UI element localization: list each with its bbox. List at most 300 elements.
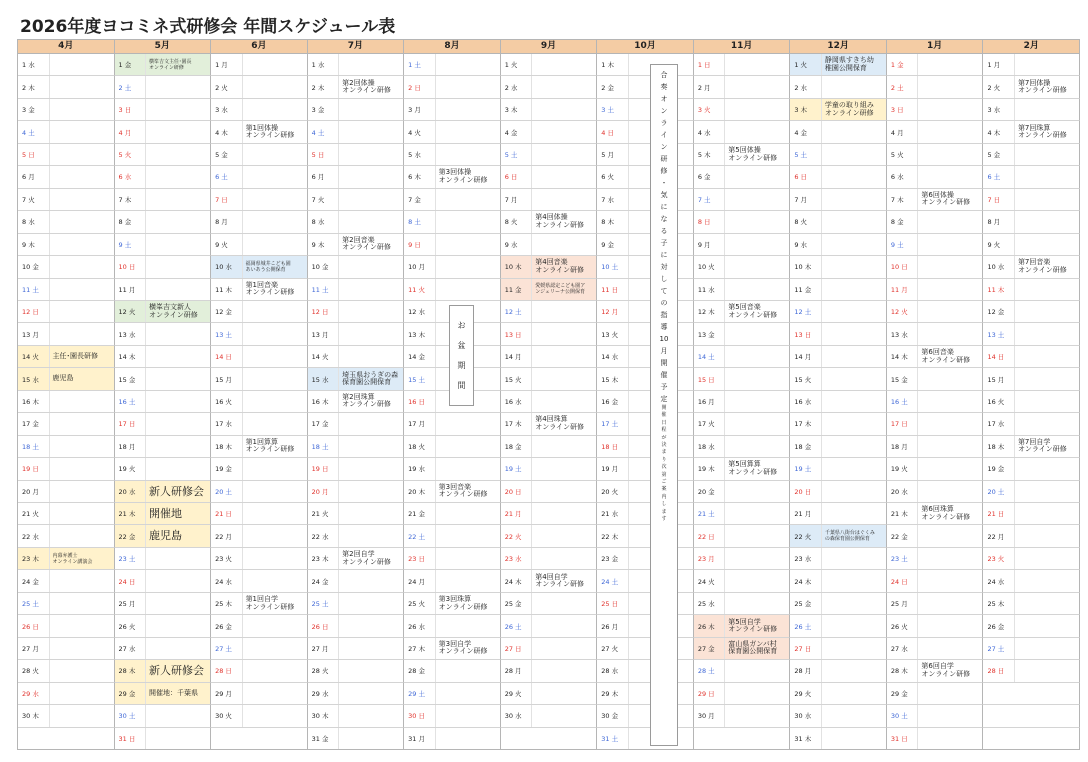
day-cell (404, 683, 501, 705)
day-label: 15 日 (694, 368, 726, 389)
event-label: 横峯吉文主任･園長 オンライン研修 (149, 58, 192, 71)
day-cell (115, 570, 212, 592)
day-cell (694, 503, 791, 525)
day-cell (597, 54, 694, 76)
month-header: 2月 (983, 40, 1080, 54)
day-label: 1 火 (790, 54, 822, 75)
event-label: 第1回音楽 オンライン研修 (245, 280, 295, 297)
day-label: 20 金 (694, 481, 726, 502)
day-label: 23 木 (308, 548, 340, 569)
day-cell (404, 503, 501, 525)
day-cell (501, 234, 598, 256)
day-label: 11 月 (887, 279, 919, 300)
day-cell (694, 279, 791, 301)
event-label: 愛媛県認定こども園ア ンジェリーナ公開保育 (535, 283, 586, 296)
day-cell (983, 615, 1080, 637)
october-subnote-char: 日 (661, 419, 667, 426)
day-label: 28 木 (887, 660, 919, 681)
day-cell (694, 615, 791, 637)
day-cell (983, 436, 1080, 458)
day-label: 12 木 (694, 301, 726, 322)
event-label: 第1回体操 オンライン研修 (245, 123, 295, 140)
day-cell (404, 413, 501, 435)
event-label: 第5回体操 オンライン研修 (728, 146, 778, 162)
day-label: 1 月 (983, 54, 1015, 75)
day-cell (501, 211, 598, 233)
event-label: 静岡県すきち幼 稚園公開保育 (824, 56, 874, 72)
day-cell (597, 368, 694, 390)
day-label: 26 日 (308, 615, 340, 636)
day-cell (597, 301, 694, 323)
day-label: 6 土 (983, 166, 1015, 187)
day-label: 3 土 (597, 99, 629, 120)
day-label: 22 月 (983, 525, 1015, 546)
day-cell (404, 436, 501, 458)
day-cell (404, 458, 501, 480)
day-cell (211, 301, 308, 323)
day-cell (983, 728, 1080, 750)
day-cell (18, 256, 115, 278)
day-cell (694, 525, 791, 547)
day-label: 19 水 (404, 458, 436, 479)
day-cell (211, 211, 308, 233)
day-cell (18, 323, 115, 345)
day-cell (790, 99, 887, 121)
october-note-char: 10 (659, 335, 669, 343)
event-label: 新人研修会 (149, 484, 205, 498)
day-label: 18 土 (18, 436, 50, 457)
day-cell (211, 391, 308, 413)
day-cell (694, 368, 791, 390)
day-cell (597, 166, 694, 188)
october-note-char: 奏 (660, 83, 668, 91)
october-note-char: 月 (660, 347, 668, 355)
day-label: 10 土 (597, 256, 629, 277)
day-cell (115, 638, 212, 660)
october-note-char: 対 (660, 263, 668, 271)
day-cell (115, 481, 212, 503)
month-header: 1月 (887, 40, 984, 54)
day-label: 17 水 (983, 413, 1015, 434)
day-cell (887, 121, 984, 143)
day-cell (115, 368, 212, 390)
day-label: 17 月 (404, 413, 436, 434)
event-label: 第5回音楽 オンライン研修 (728, 303, 778, 319)
month-header: 7月 (308, 40, 405, 54)
day-label: 31 土 (597, 728, 629, 749)
day-cell (211, 503, 308, 525)
day-label: 9 水 (501, 234, 533, 255)
day-cell (983, 189, 1080, 211)
day-cell (308, 525, 405, 547)
day-label: 2 日 (404, 76, 436, 97)
day-label: 3 水 (983, 99, 1015, 120)
day-cell (18, 593, 115, 615)
day-cell (18, 525, 115, 547)
day-label: 28 金 (404, 660, 436, 681)
day-label: 18 日 (597, 436, 629, 457)
day-label: 2 火 (211, 76, 243, 97)
event-label: 新人研修会 (149, 664, 205, 678)
day-label: 11 土 (18, 279, 50, 300)
day-cell (694, 166, 791, 188)
day-label: 18 木 (211, 436, 243, 457)
day-cell (790, 593, 887, 615)
day-cell (18, 279, 115, 301)
day-label: 27 土 (983, 638, 1015, 659)
event-label: 鹿児島 (149, 529, 183, 543)
day-cell (887, 211, 984, 233)
day-cell (694, 121, 791, 143)
day-cell (211, 166, 308, 188)
day-cell (308, 323, 405, 345)
day-label: 26 月 (597, 615, 629, 636)
day-cell (211, 189, 308, 211)
day-label: 24 木 (790, 570, 822, 591)
day-label: 14 月 (501, 346, 533, 367)
day-label: 2 土 (115, 76, 147, 97)
day-label: 23 木 (18, 548, 50, 569)
day-label: 21 金 (404, 503, 436, 524)
day-cell (115, 525, 212, 547)
day-label: 13 金 (694, 323, 726, 344)
day-cell (211, 234, 308, 256)
day-label: 8 火 (501, 211, 533, 232)
day-label: 24 水 (983, 570, 1015, 591)
october-note-char: 予 (660, 383, 668, 391)
day-cell (18, 234, 115, 256)
day-cell (501, 503, 598, 525)
day-cell (790, 121, 887, 143)
day-label: 1 水 (18, 54, 50, 75)
day-label: 18 月 (115, 436, 147, 457)
day-cell (211, 54, 308, 76)
day-cell (983, 413, 1080, 435)
day-label: 6 水 (887, 166, 919, 187)
day-label: 16 火 (211, 391, 243, 412)
day-label: 17 日 (115, 413, 147, 434)
day-label: 21 木 (115, 503, 147, 524)
day-cell (404, 99, 501, 121)
day-cell (983, 301, 1080, 323)
day-cell (887, 99, 984, 121)
day-cell (18, 54, 115, 76)
day-cell (211, 481, 308, 503)
day-label: 23 金 (597, 548, 629, 569)
day-label: 5 水 (404, 144, 436, 165)
day-cell (404, 525, 501, 547)
october-note-char: 子 (660, 239, 668, 247)
event-label: 第4回音楽 オンライン研修 (535, 258, 584, 274)
day-label: 25 月 (115, 593, 147, 614)
day-label: 8 月 (211, 211, 243, 232)
day-label: 31 日 (115, 728, 147, 749)
day-cell (501, 525, 598, 547)
day-label: 4 土 (18, 121, 50, 142)
day-label: 8 火 (790, 211, 822, 232)
day-cell (597, 458, 694, 480)
day-label: 16 日 (404, 391, 436, 412)
day-label: 16 金 (597, 391, 629, 412)
day-cell (597, 593, 694, 615)
day-label: 16 水 (790, 391, 822, 412)
day-label: 3 日 (887, 99, 919, 120)
day-label: 25 火 (404, 593, 436, 614)
day-cell (597, 121, 694, 143)
day-cell (694, 301, 791, 323)
day-label: 6 火 (597, 166, 629, 187)
day-label: 12 土 (790, 301, 822, 322)
day-label: 3 木 (501, 99, 533, 120)
october-note-char: ラ (660, 119, 668, 127)
day-label: 21 日 (211, 503, 243, 524)
schedule-grid (17, 39, 1080, 750)
october-subnote-char: ま (661, 508, 667, 515)
month-header: 8月 (404, 40, 501, 54)
october-note-char: 気 (660, 191, 668, 199)
day-cell (501, 458, 598, 480)
day-cell (18, 413, 115, 435)
day-cell (597, 525, 694, 547)
day-label: 24 土 (597, 570, 629, 591)
day-label: 27 金 (694, 638, 726, 659)
day-cell (115, 705, 212, 727)
day-label: 16 土 (887, 391, 919, 412)
day-label: 7 日 (211, 189, 243, 210)
day-label: 26 日 (18, 615, 50, 636)
day-cell (694, 144, 791, 166)
day-label: 21 木 (887, 503, 919, 524)
day-cell (115, 189, 212, 211)
day-cell (211, 458, 308, 480)
october-subnote-char: が (661, 434, 667, 441)
day-label: 23 水 (790, 548, 822, 569)
october-note-char: 開 (660, 359, 668, 367)
day-cell (983, 391, 1080, 413)
day-label: 6 土 (211, 166, 243, 187)
day-label: 13 日 (790, 323, 822, 344)
day-label: 26 土 (790, 615, 822, 636)
day-label: 25 土 (308, 593, 340, 614)
day-cell (887, 189, 984, 211)
day-label: 23 日 (404, 548, 436, 569)
day-cell (18, 391, 115, 413)
day-cell (983, 638, 1080, 660)
day-cell (790, 346, 887, 368)
day-label: 13 月 (308, 323, 340, 344)
event-label: 主任･園長研修 (52, 351, 98, 360)
day-label: 28 木 (115, 660, 147, 681)
day-label: 10 水 (983, 256, 1015, 277)
day-label: 2 火 (983, 76, 1015, 97)
day-label: 10 金 (18, 256, 50, 277)
event-label: 第2回音楽 オンライン研修 (342, 235, 391, 252)
day-cell (115, 121, 212, 143)
day-label: 26 木 (694, 615, 726, 636)
day-cell (597, 413, 694, 435)
day-label: 24 火 (694, 570, 726, 591)
day-cell (18, 346, 115, 368)
day-label: 2 水 (790, 76, 822, 97)
day-label: 22 金 (115, 525, 147, 546)
day-label: 21 月 (790, 503, 822, 524)
day-label: 15 火 (501, 368, 533, 389)
day-label: 30 木 (18, 705, 50, 726)
day-label: 24 金 (18, 570, 50, 591)
day-cell (115, 683, 212, 705)
day-label: 20 水 (115, 481, 147, 502)
day-cell (404, 570, 501, 592)
event-label: 千葉県八街台はぐくみ の森保育園公開保育 (824, 530, 875, 543)
day-label: 15 木 (597, 368, 629, 389)
day-label: 7 火 (18, 189, 50, 210)
day-label: 22 木 (597, 525, 629, 546)
day-label: 17 金 (308, 413, 340, 434)
day-label: 1 木 (597, 54, 629, 75)
day-cell (790, 144, 887, 166)
day-cell (983, 458, 1080, 480)
day-cell (211, 144, 308, 166)
day-label: 24 日 (887, 570, 919, 591)
day-label: 8 月 (983, 211, 1015, 232)
day-cell (694, 256, 791, 278)
day-label: 12 金 (211, 301, 243, 322)
october-note-char: 合 (660, 71, 668, 79)
day-cell (597, 570, 694, 592)
day-cell (983, 705, 1080, 727)
day-cell (18, 548, 115, 570)
day-label: 6 水 (115, 166, 147, 187)
day-cell (887, 54, 984, 76)
day-label: 5 木 (694, 144, 726, 165)
day-cell (211, 683, 308, 705)
day-label: 15 月 (983, 368, 1015, 389)
day-label: 29 月 (211, 683, 243, 704)
day-label: 5 火 (115, 144, 147, 165)
day-label: 30 水 (501, 705, 533, 726)
day-cell (597, 391, 694, 413)
day-label: 17 日 (887, 413, 919, 434)
day-label: 11 土 (308, 279, 340, 300)
day-cell (115, 593, 212, 615)
day-cell (790, 54, 887, 76)
day-cell (694, 189, 791, 211)
day-label: 8 木 (597, 211, 629, 232)
day-label: 4 金 (790, 121, 822, 142)
day-cell (501, 593, 598, 615)
day-label: 12 水 (404, 301, 436, 322)
day-cell (115, 458, 212, 480)
day-cell (790, 391, 887, 413)
day-cell (211, 413, 308, 435)
day-cell (211, 705, 308, 727)
event-label: 第3回珠算 オンライン研修 (438, 595, 488, 611)
day-cell (694, 413, 791, 435)
day-label: 28 火 (18, 660, 50, 681)
day-cell (694, 683, 791, 705)
day-cell (887, 301, 984, 323)
day-label: 3 金 (18, 99, 50, 120)
day-cell (308, 279, 405, 301)
day-label: 3 水 (211, 99, 243, 120)
day-label: 10 月 (404, 256, 436, 277)
day-label: 29 火 (790, 683, 822, 704)
day-cell (887, 166, 984, 188)
day-cell (887, 391, 984, 413)
day-label: 27 月 (308, 638, 340, 659)
event-label: 福岡県城井こども園 あいあう公開保育 (245, 260, 291, 273)
day-label: 15 土 (404, 368, 436, 389)
day-cell (18, 705, 115, 727)
day-cell (597, 279, 694, 301)
day-label: 3 月 (404, 99, 436, 120)
day-cell (597, 683, 694, 705)
day-cell (983, 525, 1080, 547)
day-cell (18, 436, 115, 458)
day-cell (983, 323, 1080, 345)
day-cell (308, 234, 405, 256)
day-cell (308, 76, 405, 98)
day-cell (404, 660, 501, 682)
october-subnote-char: 内 (661, 493, 667, 500)
day-label: 11 木 (983, 279, 1015, 300)
day-label: 5 土 (790, 144, 822, 165)
day-cell (501, 481, 598, 503)
day-cell (308, 593, 405, 615)
day-cell (597, 615, 694, 637)
day-cell (887, 346, 984, 368)
day-label: 5 月 (597, 144, 629, 165)
day-cell (211, 436, 308, 458)
day-label: 14 木 (115, 346, 147, 367)
page-title: 2026年度ヨコミネ式研修会 年間スケジュール表 (20, 17, 396, 37)
event-label: 第2回自学 オンライン研修 (342, 550, 391, 566)
day-cell (308, 391, 405, 413)
october-subnote-char: ご (661, 479, 667, 486)
day-label: 18 月 (887, 436, 919, 457)
day-cell (404, 638, 501, 660)
day-cell (597, 189, 694, 211)
event-label: 第2回珠算 オンライン研修 (342, 392, 391, 409)
day-label: 21 日 (983, 503, 1015, 524)
day-label: 30 月 (694, 705, 726, 726)
day-label: 6 月 (18, 166, 50, 187)
day-label: 7 月 (790, 189, 822, 210)
october-note-char: ・ (660, 179, 668, 187)
day-cell (501, 391, 598, 413)
day-cell (790, 458, 887, 480)
day-cell (887, 481, 984, 503)
day-cell (308, 728, 405, 750)
day-label: 1 金 (887, 54, 919, 75)
october-note-char: 指 (660, 311, 668, 319)
day-cell (501, 323, 598, 345)
day-label: 17 火 (694, 413, 726, 434)
day-cell (211, 279, 308, 301)
day-label: 22 金 (887, 525, 919, 546)
day-label: 9 月 (694, 234, 726, 255)
day-cell (887, 279, 984, 301)
day-label: 14 水 (597, 346, 629, 367)
day-cell (887, 683, 984, 705)
day-cell (790, 413, 887, 435)
day-label: 11 水 (694, 279, 726, 300)
day-label: 9 金 (597, 234, 629, 255)
day-label: 7 月 (501, 189, 533, 210)
october-note-char: ン (660, 107, 668, 115)
day-label: 19 火 (887, 458, 919, 479)
day-label: 2 月 (694, 76, 726, 97)
